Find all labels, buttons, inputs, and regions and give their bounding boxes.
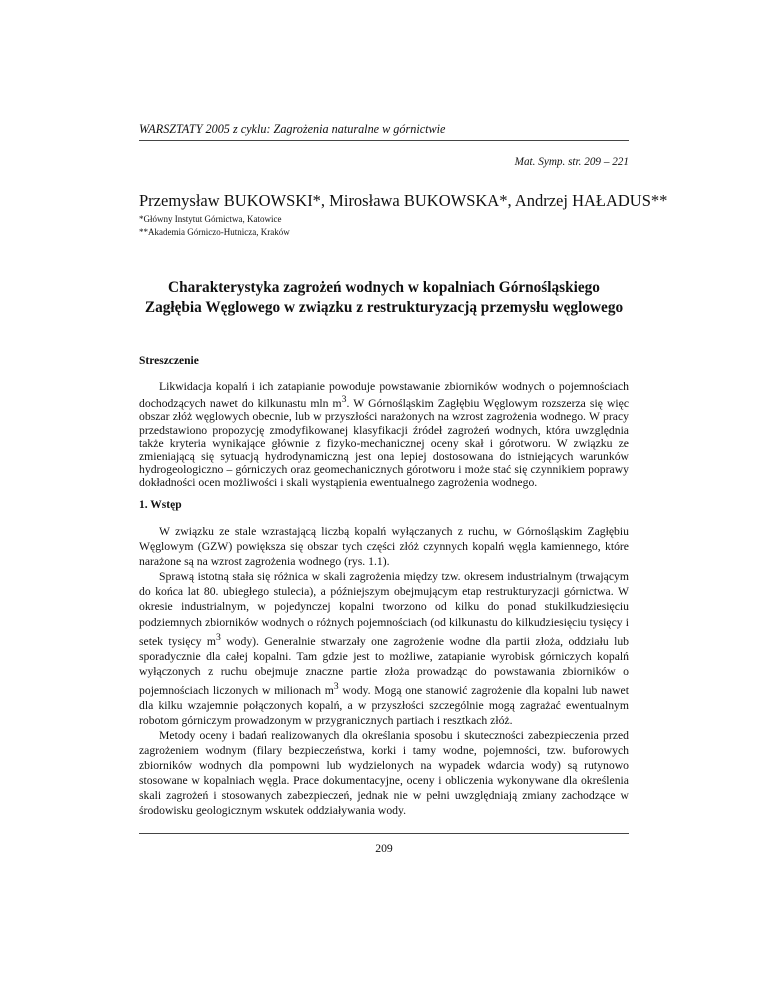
superscript: 3 — [333, 680, 339, 692]
page-number: 209 — [375, 842, 393, 855]
section-heading-intro: 1. Wstęp — [139, 499, 182, 511]
abstract-text-part: . W Górnośląskim Zagłębiu Węglowym rozszerza się więc obszar złóż węglowych obecnie, lub w przyszłości narażonych na wzrost zagrożenia wodnego. W pracy przedstawiono propozycję zmodyfikowanej klasyfikacji źródeł zagrożeń wodnych, która uwzględnia także kryteria wynikające głównie z fizyko-mechanicznej oceny skał i górotworu. W związku ze zmieniającą się sytuacją hydrodynamiczną jest ona lepiej dostosowana do istniejących warunków hydrogeologiczno – górniczych oraz geomechanicznych górotworu i może stać się czynnikiem poprawy dokładności ocen możliwości i skali wystąpienia ewentualnego zagrożenia wodnego. — [139, 397, 630, 490]
superscript: 3 — [215, 631, 221, 643]
citation: Mat. Symp. str. 209 – 221 — [514, 156, 629, 168]
abstract-heading: Streszczenie — [139, 355, 199, 367]
paper-title: Charakterystyka zagrożeń wodnych w kopalniach Górnośląskiego Zagłębia Węglowego w związku z restrukturyzacją przemysłu węglowego — [144, 279, 624, 316]
paragraph-part: Sprawą istotną stała się różnica w skali zagrożenia między tzw. okresem industrialnym (trwającym do końca lat 80. ubiegłego stulecia), a późniejszym obejmującym etap restrukturyzacji górnictwa. W okresie industrialnym, w pojedynczej kopalni tworzono od kilku do ponad stukilkudziesięciu podziemnych zbiorników wodnych o różnych pojemnościach (od kilkunastu do kilkudziesięciu tysięcy i setek tysięcy m — [139, 570, 629, 648]
affiliation-2: **Akademia Górniczo-Hutnicza, Kraków — [139, 227, 290, 237]
authors: Przemysław BUKOWSKI*, Mirosława BUKOWSKA*, Andrzej HAŁADUS** — [139, 191, 668, 210]
footer-rule — [139, 833, 629, 834]
header-rule — [139, 140, 629, 141]
paragraph-part: wody). Generalnie stwarzały one zagrożenie wodne dla partii złoża, oddziału lub sporadycznie dla całej kopalni. Tam gdzie jest to możliwe, zatapianie wyrobisk górniczych kopalń wyłączonych z ruchu obejmuje znaczne partie złoża prowadząc do powstawania zbiorników o pojemnościach liczonych w milionach m — [139, 634, 630, 697]
paragraph — [139, 569, 629, 728]
abstract-text — [139, 380, 629, 490]
paragraph: W związku ze stale wzrastającą liczbą kopalń wyłączanych z ruchu, w Górnośląskim Zagłębiu Węglowym (GZW) powiększa się obszar tych części złóż czynnych kopalń węgla kamiennego, które narażone są na wzrost zagrożenia wodnego (rys. 1.1). — [139, 525, 629, 569]
paragraph: Metody oceny i badań realizowanych dla określania sposobu i skuteczności zabezpieczenia przed zagrożeniem wodnym (filary bezpieczeństwa, korki i tamy wodne, pojemności, tzw. buforowych zbiorników wodnych dla pompowni lub wydzielonych na wypadek wdarcia wody) są rutynowo stosowane w kopalniach węgla. Prace dokumentacyjne, oceny i obliczenia wykonywane dla określenia skali zagrożeń i stosowanych zabezpieczeń, jednak nie w pełni uwzględniają zmiany zachodzące w środowisku geologicznym wskutek oddziaływania wody. — [139, 729, 629, 818]
intro-section — [139, 524, 629, 819]
journal-header: WARSZTATY 2005 z cyklu: Zagrożenia naturalne w górnictwie — [139, 122, 446, 136]
affiliation-1: *Główny Instytut Górnictwa, Katowice — [139, 214, 282, 224]
superscript: 3 — [341, 394, 347, 406]
abstract-text-part: Likwidacja kopalń i ich zatapianie powoduje powstawanie zbiorników wodnych o pojemnościach dochodzących nawet do kilkunastu mln m — [139, 380, 629, 411]
paragraph-part: wody. Mogą one stanowić zagrożenie dla kopalni lub nawet dla kilku wzajemnie połączonych kopalń, a w przyszłości szczególnie mogą zagrażać ewentualnym robotom górniczym prowadzonym w przygranicznych partiach i resztkach złóż. — [139, 683, 629, 727]
